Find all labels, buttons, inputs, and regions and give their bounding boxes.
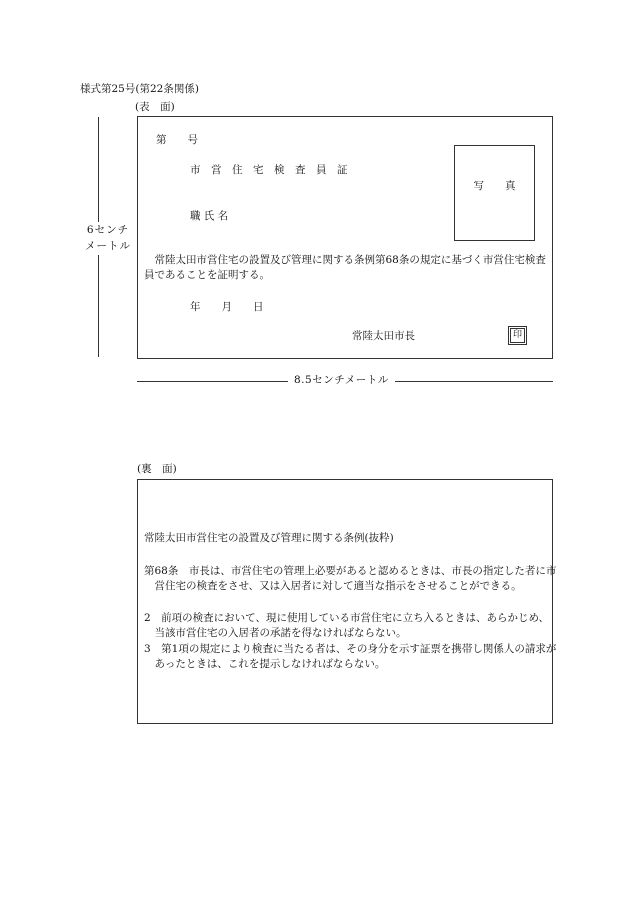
clause-3-text: 3 第1項の規定により検査に当たる者は、その身分を示す証票を携帯し関係人の請求があったときは、これを提示しなければならない。 [144, 643, 557, 670]
seal-stamp: 印 [510, 328, 525, 343]
issuer-name: 常陸太田市長 [352, 330, 415, 342]
card-title: 市 営 住 宅 検 査 員 証 [190, 164, 348, 176]
photo-label: 写 真 [473, 180, 516, 192]
date-label: 年 月 日 [190, 301, 264, 313]
back-card [137, 479, 557, 724]
form-number-title: 様式第25号(第22条関係) [80, 83, 199, 95]
back-side-label: (裏 面) [137, 463, 177, 475]
back-heading: 常陸太田市営住宅の設置及び管理に関する条例(抜粋) [144, 532, 394, 544]
front-card [137, 116, 553, 359]
name-label: 職 氏 名 [190, 210, 229, 222]
photo-box [454, 145, 535, 241]
article-68-text: 第68条 市長は、市営住宅の管理上必要があると認めるときは、市長の指定した者に市営住宅の検査をさせ、又は入居者に対して適当な指示をさせることができる。 [144, 565, 557, 592]
certification-text: 常陸太田市営住宅の設置及び管理に関する条例第68条の規定に基づく市営住宅検査員であることを証明する。 [144, 254, 546, 282]
card-number-label: 第 号 [156, 134, 198, 146]
height-dimension-label: 6センチ メートル [82, 222, 134, 255]
width-dimension-label: 8.5センチメートル [288, 373, 395, 388]
clause-2-text: 2 前項の検査において、現に使用している市営住宅に立ち入るときは、あらかじめ、当該市営住宅の入居者の承諾を得なければならない。 [144, 612, 550, 639]
front-side-label: (表 面) [135, 101, 175, 113]
